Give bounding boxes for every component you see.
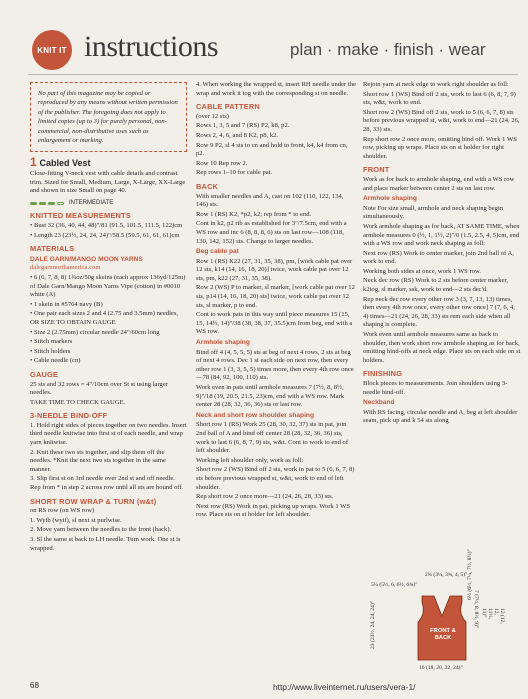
- col1-paragraph: • Cable needle (cn): [30, 357, 81, 365]
- col3-subheading: Neckband: [363, 399, 395, 407]
- skill-level-meter: [30, 199, 187, 208]
- col3-paragraph: Work even until armhole measures same as back to shoulder, then work short row armhole shaping as for back, omitting bind-offs at neck edge. Place sts on each side on st holders.: [363, 331, 521, 364]
- col1-paragraph: • Stitch holders: [30, 347, 71, 355]
- schematic-armhole-measure: 7 (7½, 8, 8½, 9)": [473, 590, 479, 629]
- pattern-name: Cabled Vest: [39, 158, 91, 169]
- col2-paragraph: Working left shoulder only, work as foll:: [196, 456, 304, 464]
- column-left: [30, 80, 187, 553]
- col1-paragraph: 25 sts and 32 rows = 4"/10cm over St st using larger needles.: [30, 380, 168, 397]
- col2-paragraph: Cont to work pats in this way until piece measures 15 (15, 15, 14½, 14)"/38 (38, 38, 37, 35.5)cm from beg, end with a WS row.: [196, 311, 353, 336]
- col2-subheading: Armhole shaping: [196, 339, 250, 347]
- col1-paragraph: 2. Knit these two sts together, and slip them off the needles. *Knit the next two sts together in the same manner.: [30, 448, 166, 473]
- col3-paragraph: With RS facing, circular needle and A, beg at left shoulder seam, pick up and k 54 sts along: [363, 408, 518, 425]
- col1-paragraph: • Size 2 (2.75mm) circular needle 24"/60cm long: [30, 328, 160, 336]
- skill-level-label: INTERMEDIATE: [69, 199, 114, 206]
- col1-section-heading: 3-NEEDLE BIND-OFF: [30, 411, 108, 421]
- col1-paragraph: on RS row (on WS row): [30, 507, 95, 515]
- schematic-length-measure: 23 (23½, 24, 24, 24)": [369, 601, 376, 649]
- pattern-intro: Close-fitting V-neck vest with cable details and contrast trim. Sized for Small, Medium, Large, X-Large, XX-Large and shown in size Small on page 40.: [30, 170, 186, 195]
- col2-paragraph: Short row 2 (WS) Bind off 2 sts, work in pat to 5 (6, 6, 7, 8) sts before previous wrapped st, w&t, work to end of left shoulder.: [196, 466, 355, 491]
- column-middle-body: [196, 81, 356, 520]
- col2-paragraph: Work even in pats until armhole measures 7 (7½, 8, 8½, 9)"/18 (19, 20.5, 21.5, 23)cm, end with a WS row. Mark center 28 (28, 32, 36, 36) sts or last row.: [196, 384, 345, 409]
- column-left-body: [30, 212, 187, 553]
- header-divider: [28, 74, 518, 75]
- col2-subheading: Neck and short row shoulder shaping: [196, 411, 314, 419]
- col3-paragraph: Work as for back to armhole shaping, end with a WS row and place marker between center 2 sts on last row.: [363, 175, 515, 192]
- col2-paragraph: Rows 2, 4, 6, and 8 K2, p8, k2.: [196, 131, 279, 139]
- col1-section-heading: KNITTED MEASUREMENTS: [30, 211, 131, 221]
- col2-paragraph: Rep short row 2 once more—21 (24, 26, 28, 33) sts.: [196, 493, 334, 501]
- col1-paragraph: • Bust 32 (36, 40, 44, 48)"/81 (91.5, 101.5, 111.5, 122)cm: [30, 222, 183, 229]
- col1-section-heading: GAUGE: [30, 369, 59, 379]
- col2-paragraph: Short row 1 (RS) Work 25 (28, 30, 32, 37) sts in pat, join 2nd ball of A and bind off center 28 (28, 32, 36, 36) sts, work to last 6 (6, 8, 7, 9) sts, w&t. Cont to work to end of left shoulder.: [196, 421, 349, 455]
- pattern-heading: [30, 155, 187, 170]
- page-title: instructions: [84, 30, 218, 63]
- col3-paragraph: Neck dec row (RS) Work to 2 sts before center marker, k2tog, sl marker, ssk, work to end—2 sts dec'd.: [363, 277, 509, 294]
- col1-paragraph: • 1 skein in #5764 navy (B): [30, 300, 103, 308]
- col2-paragraph: Cont in k2, p2 rib as established for 3"/7.5cm, end with a WS row and inc 6 (8, 8, 8, 6) sts on last row—108 (118, 130, 142, 152) sts. Change to larger needles.: [196, 220, 347, 245]
- col2-paragraph: With smaller needles and A, cast on 102 (110, 122, 134, 146) sts.: [196, 192, 344, 209]
- col2-paragraph: Rows 1, 3, 5 and 7 (RS) P2, k8, p2.: [196, 122, 290, 130]
- col3-paragraph: Block pieces to measurements. Join shoulders using 3-needle bind-off.: [363, 380, 508, 396]
- col2-paragraph: Rep rows 1–10 for cable pat.: [196, 169, 273, 177]
- col2-paragraph: Row 9 P2, sl 4 sts to cn and hold to front, k4, k4 from cn, p2.: [196, 141, 348, 158]
- column-right: [363, 80, 521, 426]
- col1-section-heading: MATERIALS: [30, 244, 75, 254]
- col1-paragraph: 1. Wyib (wyif), sl next st purlwise.: [30, 516, 122, 524]
- col3-paragraph: Work armhole shaping as for back, AT SAME TIME, when armhole measures 0 (½, 1, 1½, 2)"/0 (1.5, 2.5, 4, 5)cm, end with a WS row and work neck shaping as foll:: [363, 222, 520, 248]
- col2-paragraph: (over 12 sts): [196, 112, 229, 120]
- col3-paragraph: Short row 2 (WS) Bind off 2 sts, work to 5 (6, 6, 7, 8) sts before previous wrapped st, w&t, work to end—21 (24, 26, 28, 33) sts.: [363, 108, 520, 133]
- page-header: [28, 28, 518, 72]
- skill-dot-empty: [57, 202, 64, 205]
- col3-paragraph: Rep short row 2 once more, omitting bind off. Work 1 WS row, picking up wraps. Place sts on st holder for right shoulder.: [363, 135, 517, 160]
- schematic-neck-measure: 6½ (6½, 7¼, 7½, 8½)": [467, 549, 473, 600]
- col3-paragraph: Note For size small, armhole and neck shaping begin simultaneously.: [363, 204, 504, 221]
- col2-section-heading: CABLE PATTERN: [196, 102, 260, 112]
- col2-paragraph: Bind off 4 (4, 5, 5, 5) sts at beg of next 4 rows, 2 sts at beg of next 4 rows. Dec 1 st each side on next row, then every other row 1 (3, 3, 5, 5) times more, then every 4th row once—78 (84, 92, 100, 110) sts.: [196, 348, 354, 382]
- copyright-notice: No part of this magazine may be copied or reproduced by any means without written permission of the publisher. The foregoing does not apply to limited copies (up to 3) for purely personal, non-commercial, non-distributive uses such as enlargement or marking.: [30, 82, 187, 152]
- col1-paragraph: 3. Slip first st on 3rd needle over 2nd st and off needle. Rep from * in step 2 across row until all sts are bound off.: [30, 475, 184, 492]
- col2-subheading: Beg cable pat: [196, 248, 239, 256]
- skill-dot: [30, 202, 37, 205]
- page-tagline: plan · make · finish · wear: [290, 40, 486, 59]
- col1-paragraph: • Length 23 (23½, 24, 24, 24)"/58.5 (59.5, 61, 61, 61)cm: [30, 231, 180, 239]
- col2-paragraph: Next row (RS) Work in pat, picking up wraps. Work 1 WS row. Place sts on st holder for left shoulder.: [196, 502, 351, 519]
- col3-paragraph: Short row 1 (WS) Bind off 2 sts, work to last 6 (6, 8, 7, 9) sts, w&t, work to end.: [363, 90, 516, 107]
- col3-paragraph: Next row (RS) Work to center marker, join 2nd ball of A, work to end.: [363, 249, 514, 266]
- col2-paragraph: Row 2 (WS) P to marker, sl marker, [work cable pat over 12 sts, p14 (14, 16, 18, 20) sts] twice, work cable pat over 12 sts, sl marker, p to end.: [196, 284, 355, 309]
- page-number: 68: [30, 681, 39, 690]
- col1-subheading: DALE GARN/MANGO MOON YARNS: [30, 255, 143, 263]
- col1-paragraph: 3. Sl the same st back to LH needle. Turn work. One st is wrapped.: [30, 536, 181, 552]
- vest-schematic: [363, 549, 521, 674]
- schematic-bottom-measure: 16 (18, 20, 22, 24)": [419, 665, 463, 671]
- col3-section-heading: FINISHING: [363, 369, 403, 379]
- col1-paragraph: TAKE TIME TO CHECK GAUGE.: [30, 398, 126, 406]
- pattern-number: 1: [30, 155, 37, 170]
- col1-paragraph: 2. Move yarn between the needles to the front (back).: [30, 526, 172, 534]
- column-right-body: [363, 81, 521, 426]
- col3-paragraph: Rejoin yarn at neck edge to work right shoulder as foll:: [363, 81, 509, 88]
- schematic-label: FRONT & BACK: [430, 628, 456, 641]
- skill-dot: [48, 202, 55, 205]
- source-watermark: http://www.liveinternet.ru/users/vera-1/: [273, 682, 416, 692]
- col3-paragraph: Rep neck dec row every other row 3 (3, 7, 13, 13) times, then every 4th row once, every other row once] 7 (7, 6, 4, 4) times—21 (24, 26, 28, 33) sts rem each side when all shaping is complete.: [363, 295, 515, 329]
- col2-section-heading: BACK: [196, 181, 219, 191]
- schematic-top-measure: 2¾ (3¼, 3¾, 4, 5)": [425, 572, 468, 578]
- schematic-shoulder-measure: 5¼ (5½, 6, 6½, 6¾)": [371, 582, 418, 588]
- schematic-side-measure: 12 (12, 12, 11½, 11)": [481, 608, 505, 624]
- column-middle: [196, 80, 356, 520]
- col1-paragraph: • 6 (6, 7, 8, 8) 1¾oz/50g skeins (each approx 136yd/125m) of Dale Garn/Mango Moon Yarns Vipe (cotton) in #0010 white (A): [30, 273, 186, 299]
- col3-section-heading: FRONT: [363, 165, 390, 175]
- col1-link-text[interactable]: dalegarnnorthamerica.com: [30, 264, 101, 272]
- col1-paragraph: • Stitch markers: [30, 338, 73, 346]
- col1-section-heading: SHORT ROW WRAP & TURN (w&t): [30, 496, 157, 506]
- knit-it-logo: KNIT IT: [32, 30, 72, 70]
- col2-paragraph: Row 10 Rep row 2.: [196, 159, 248, 167]
- skill-dot: [39, 202, 46, 205]
- col3-paragraph: Working both sides at once, work 1 WS row.: [363, 267, 481, 275]
- col1-paragraph: • One pair each sizes 2 and 4 (2.75 and 3.5mm) needles, OR SIZE TO OBTAIN GAUGE: [30, 310, 179, 326]
- col2-paragraph: 4. When working the wrapped st, insert RH needle under the wrap and work it tog with the corresponding st on needle.: [196, 81, 356, 97]
- col1-paragraph: 1. Hold right sides of pieces together on two needles. Insert third needle knitwise into first st of each needle, and wrap yarn knitwise.: [30, 421, 187, 447]
- col3-subheading: Armhole shaping: [363, 195, 417, 203]
- col2-paragraph: Row 1 (RS) K2, *p2, k2; rep from * to end.: [196, 210, 312, 218]
- col2-paragraph: Row 1 (RS) K22 (27, 31, 35, 38), pm, [work cable pat over 12 sts, k14 (14, 16, 18, 20)] twice, work cable pat over 12 sts, pm, k22 (27, 31, 35, 38).: [196, 257, 353, 282]
